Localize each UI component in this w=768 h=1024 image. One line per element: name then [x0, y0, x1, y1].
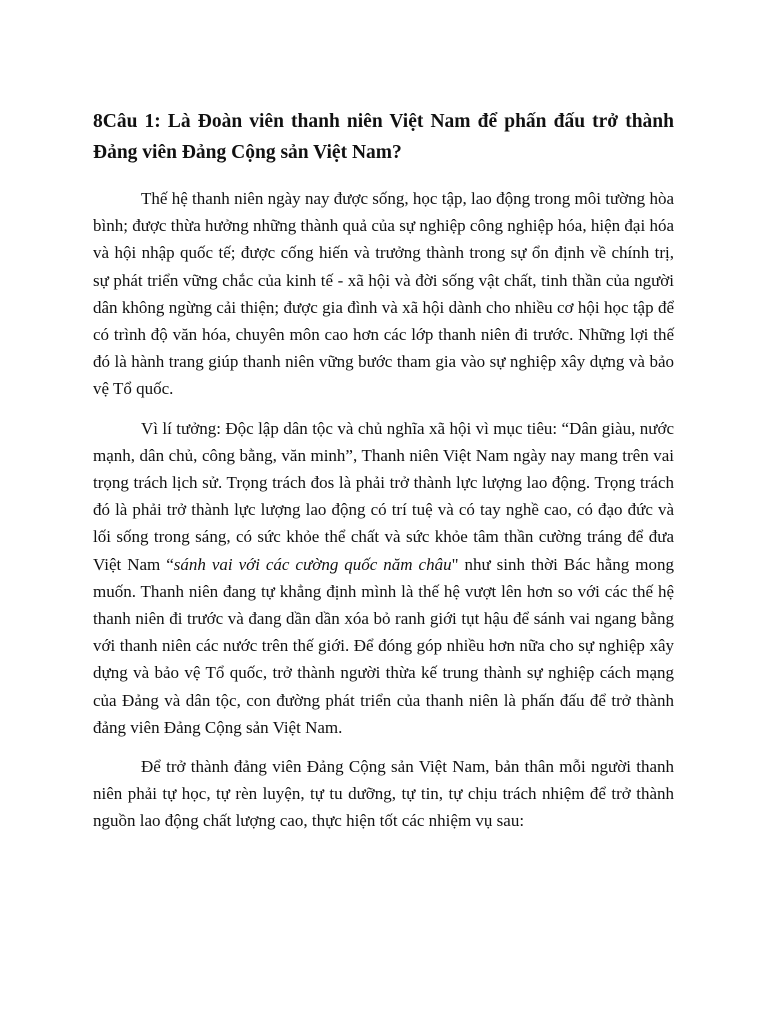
paragraph-1: Thế hệ thanh niên ngày nay được sống, học tập, lao động trong môi tường hòa bình; được thừa hưởng những thành quả của sự nghiệp công nghiệp hóa, hiện đại hóa và hội nhập quốc tế; được cống hiến và trưởng thành trong sự ổn định về chính trị, sự phát triển vững chắc của kinh tế - xã hội và đời sống vật chất, tinh thần của người dân không ngừng cải thiện; được gia đình và xã hội dành cho nhiều cơ hội học tập để có trình độ văn hóa, chuyên môn cao hơn các lớp thanh niên đi trước. Những lợi thế đó là hành trang giúp thanh niên vững bước tham gia vào sự nghiệp xây dựng và bảo vệ Tổ quốc.: [93, 189, 674, 399]
paragraph-2-italic-quote: sánh vai với các cường quốc năm châu: [173, 554, 452, 574]
paragraph-3: Để trở thành đảng viên Đảng Cộng sản Việt Nam, bản thân mỗi người thanh niên phải tự học, tự rèn luyện, tự tu dưỡng, tự tin, tự chịu trách nhiệm để trở thành nguồn lao động chất lượng cao, thực hiện tốt các nhiệm vụ sau:: [93, 757, 674, 831]
paragraph-2-text-start: Vì lí tưởng: Độc lập dân tộc và chủ nghĩa xã hội vì mục tiêu: “Dân giàu, nước mạnh, dân chủ, công bằng, văn minh”, Thanh niên Việt Nam ngày nay mang trên vai trọng trách lịch sử. Trọng trách đos là phải trở thành lực lượng lao động. Trọng trách đó là phải trở thành lực lượng lao động có trí tuệ và có tay nghề cao, có đạo đức và lối sống trong sáng, có sức khỏe thể chất và sức khỏe tâm thần cường tráng để đưa Việt Nam “: [93, 418, 674, 574]
document-title: 8Câu 1: Là Đoàn viên thanh niên Việt Nam để phấn đấu trở thành Đảng viên Đảng Cộng sản Việt Nam?: [93, 111, 674, 163]
paragraph-2-text-end: " như sinh thời Bác hằng mong muốn. Thanh niên đang tự khẳng định mình là thế hệ vượt lên hơn so với các thế hệ thanh niên đi trước và đang dần dần xóa bỏ ranh giới tụt hậu để sánh vai ngang bằng với thanh niên các nước trên thế giới. Để đóng góp nhiều hơn nữa cho sự nghiệp xây dựng và bảo vệ Tổ quốc, trở thành người thừa kế trung thành sự nghiệp cách mạng của Đảng và dân tộc, con đường phát triển của thanh niên là phấn đấu để trở thành đảng viên Đảng Cộng sản Việt Nam.: [93, 554, 674, 737]
paragraph-2: [93, 415, 674, 741]
document-page: [93, 106, 674, 847]
